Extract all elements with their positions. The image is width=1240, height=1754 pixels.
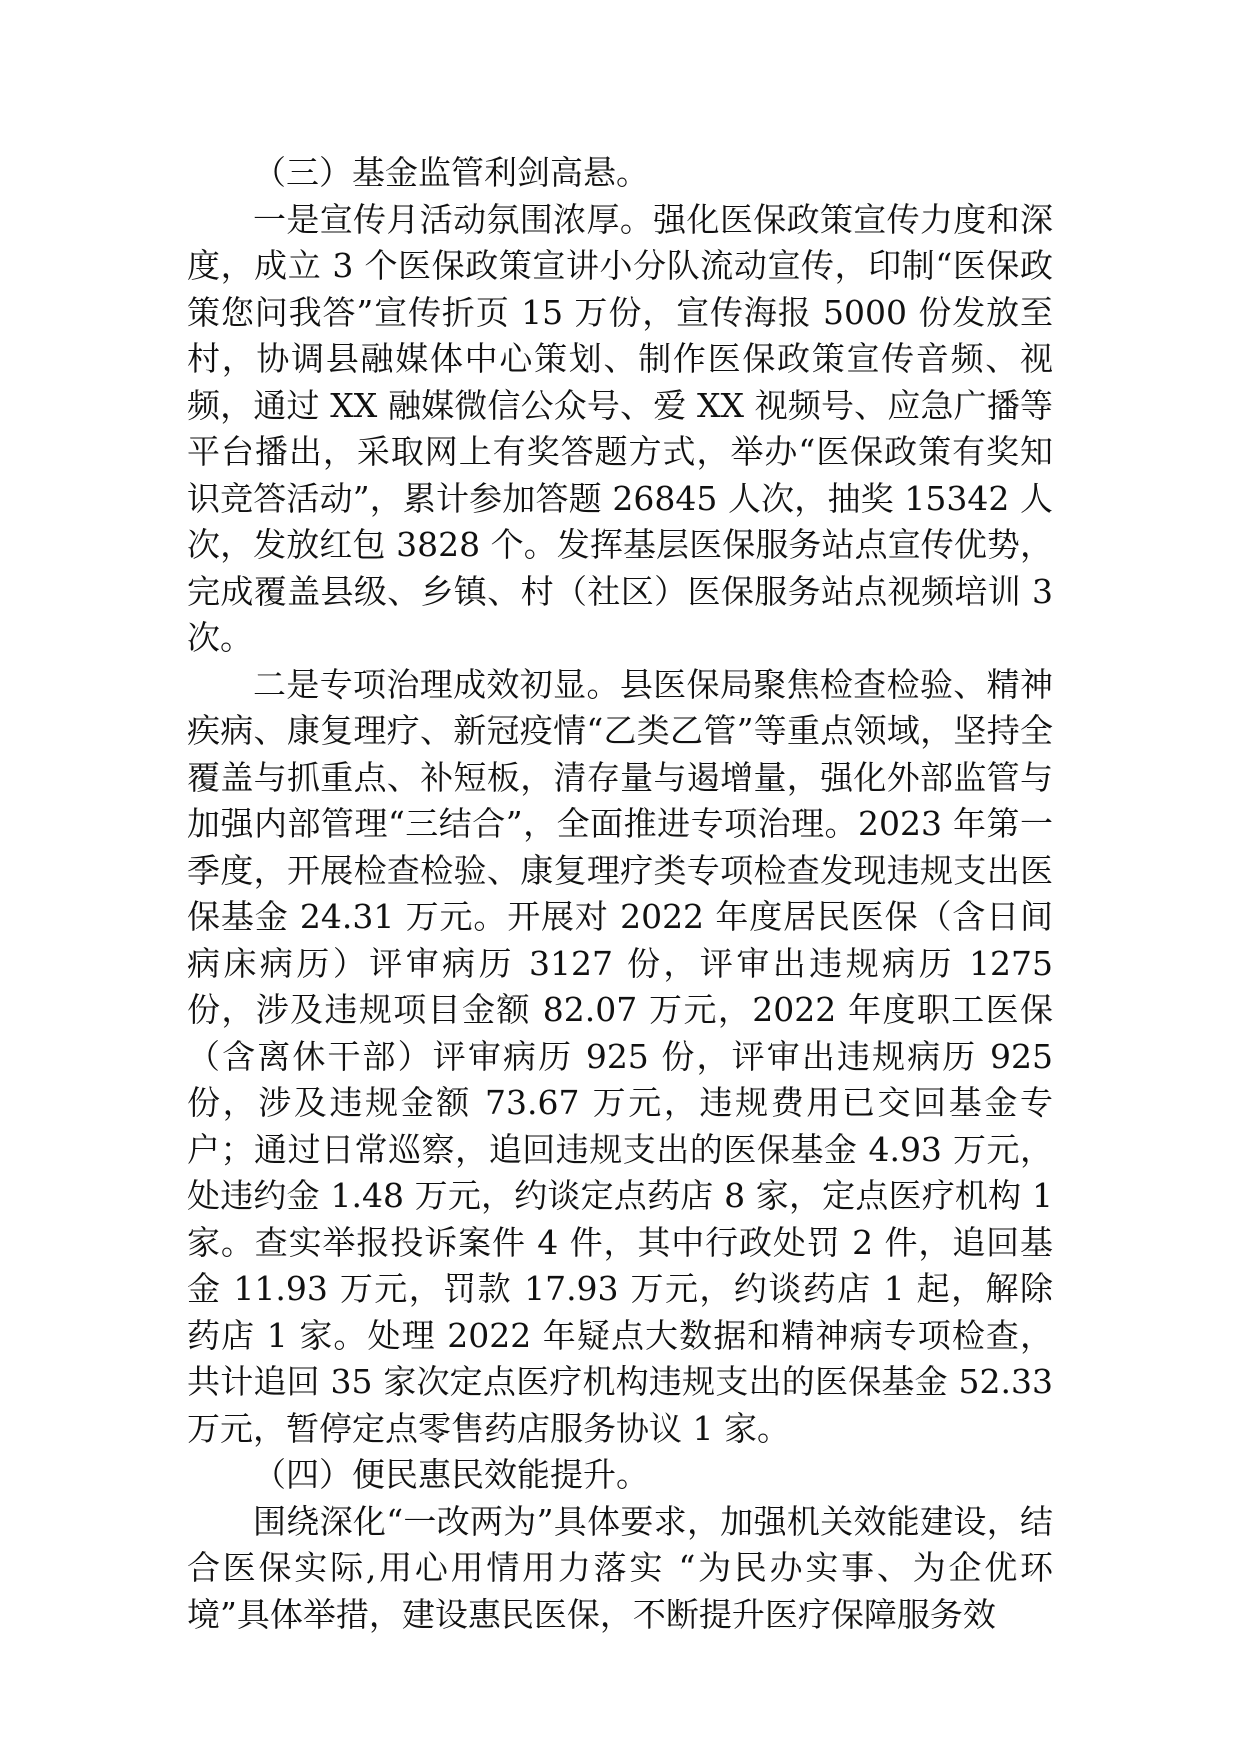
paragraph-convenience: 围绕深化“一改两为”具体要求，加强机关效能建设，结合医保实际,用心用情用力落实 “为民办实事、为企优环境”具体举措，建设惠民医保，不断提升医疗保障服务效 [187, 1501, 1053, 1634]
section-heading-3: （三）基金监管利剑高悬。 [253, 153, 649, 192]
paragraph-special-governance: 二是专项治理成效初显。县医保局聚焦检查检验、精神疾病、康复理疗、新冠疫情“乙类乙管”等重点领域，坚持全覆盖与抓重点、补短板，清存量与遏增量，强化外部监管与加强内部管理“三结合”，全面推进专项治理。2023 年第一季度，开展检查检验、康复理疗类专项检查发现违规支出医保基金 24.31 万元。开展对 2022 年度居民医保（含日间病床病历）评审病历 3127 份，评审出违规病历 1275 份，涉及违规项目金额 82.07 万元，2022 年度职工医保（含离休干部）评审病历 925 份，评审出违规病历 925 份，涉及违规金额 73.67 万元，违规费用已交回基金专户；通过日常巡察，追回违规支出的医保基金 4.93 万元，处违约金 1.48 万元，约谈定点药店 8 家，定点医疗机构 1 家。查实举报投诉案件 4 件，其中行政处罚 2 件，追回基金 11.93 万元，罚款 17.93 万元，约谈药店 1 起，解除药店 1 家。处理 2022 年疑点大数据和精神病专项检查，共计追回 35 家次定点医疗机构违规支出的医保基金 52.33 万元，暂停定点零售药店服务协议 1 家。 [187, 664, 1053, 1448]
paragraph-publicity-month: 一是宣传月活动氛围浓厚。强化医保政策宣传力度和深度，成立 3 个医保政策宣讲小分队流动宣传，印制“医保政策您问我答”宣传折页 15 万份，宣传海报 5000 份发放至村，协调县融媒体中心策划、制作医保政策宣传音频、视频，通过 XX 融媒微信公众号、爱 XX 视频号、应急广播等平台播出，采取网上有奖答题方式，举办“医保政策有奖知识竞答活动”，累计参加答题 26845 人次，抽奖 15342 人次，发放红包 3828 个。发挥基层医保服务站点宣传优势，完成覆盖县级、乡镇、村（社区）医保服务站点视频培训 3 次。 [187, 199, 1053, 657]
section-heading-4: （四）便民惠民效能提升。 [253, 1455, 649, 1494]
document-page [187, 150, 1053, 1638]
